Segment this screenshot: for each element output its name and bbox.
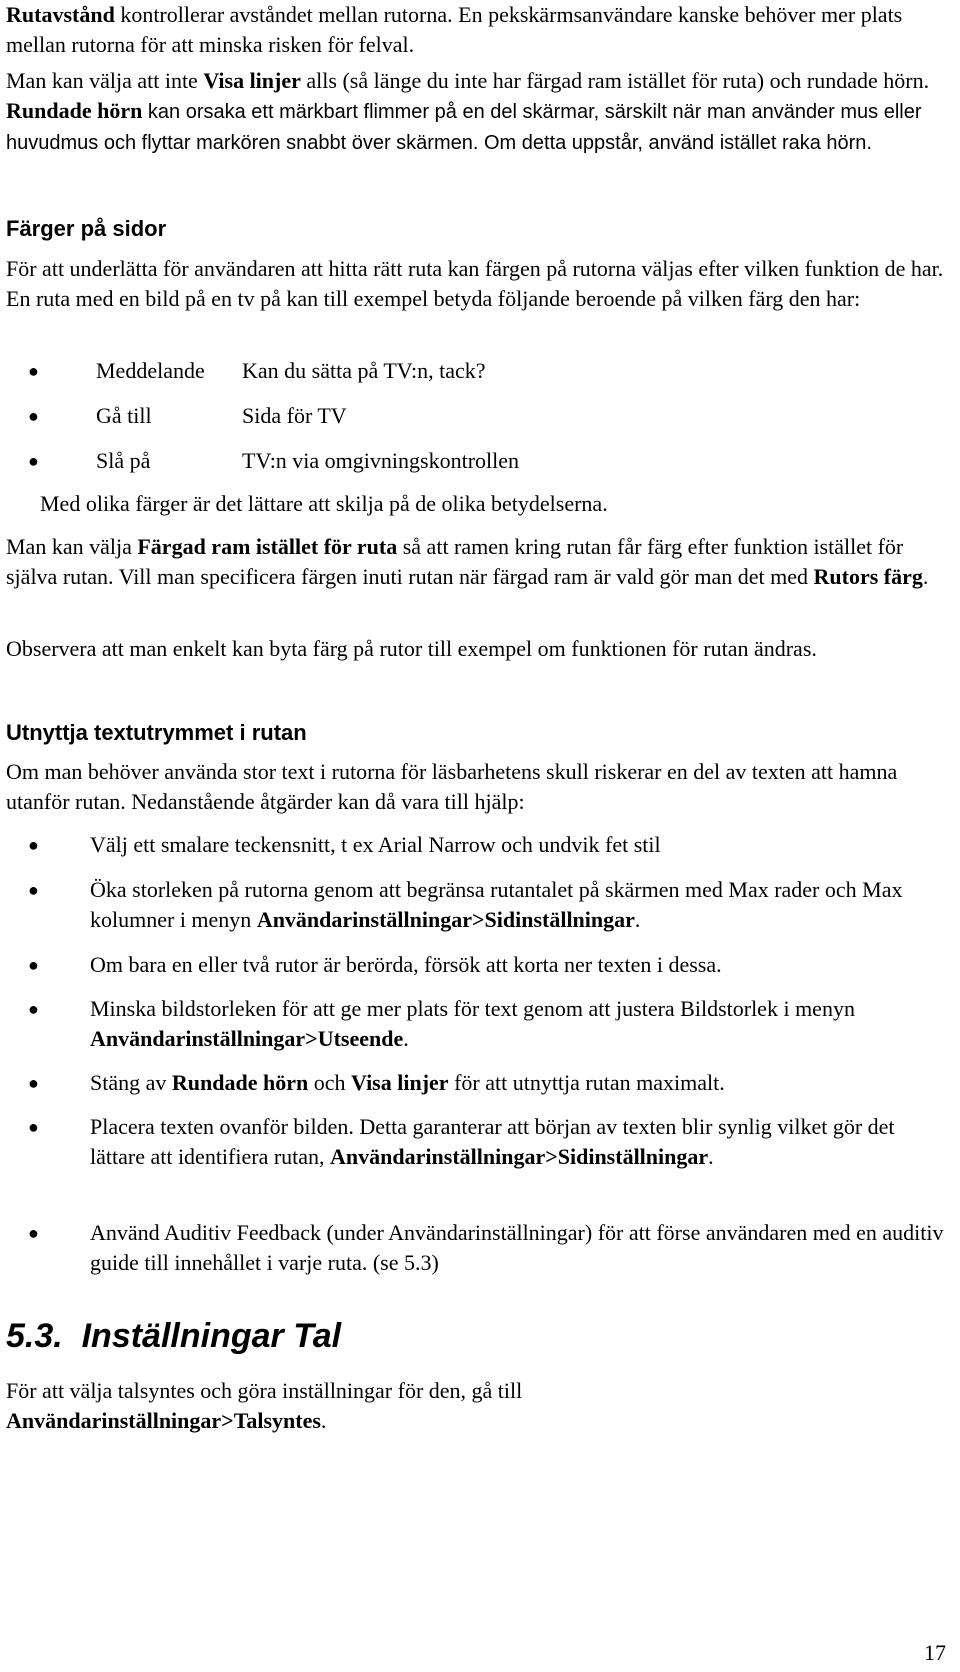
bullet-icon: ● <box>28 361 39 381</box>
list-item-text <box>90 1068 946 1098</box>
bold-term: Rundade hörn <box>6 98 143 123</box>
list-item <box>6 994 946 1054</box>
bold-term: Färgad ram istället för ruta <box>137 534 398 559</box>
list-item-text: Om bara en eller två rutor är berörda, försök att korta ner texten i dessa. <box>90 952 722 977</box>
list-item-part: och <box>308 1070 351 1095</box>
bullet-icon: ● <box>28 1117 39 1137</box>
paragraph-text: alls (så länge du inte har färgad ram istället för ruta) och rundade hörn. <box>300 68 930 93</box>
list-item-part: Placera texten ovanför bilden. Detta garanterar att början av texten blir synlig vilket gör det lättare att identifiera rutan, <box>90 1114 895 1169</box>
list-item-text: Välj ett smalare teckensnitt, t ex Arial Narrow och undvik fet stil <box>90 832 661 857</box>
table-row <box>6 401 946 431</box>
list-item-part: . <box>403 1026 409 1051</box>
bold-term: Användarinställningar>Utseende <box>90 1026 404 1051</box>
bullet-icon: ● <box>28 406 39 426</box>
section-heading-utnyttja: Utnyttja textutrymmet i rutan <box>6 720 307 745</box>
list-item-text <box>90 994 946 1054</box>
list-item <box>6 950 946 980</box>
list-item-part: Stäng av <box>90 1070 172 1095</box>
paragraph-text: För att välja talsyntes och göra inställningar för den, gå till <box>6 1378 523 1403</box>
row-label: Slå på <box>96 448 151 473</box>
row-label: Gå till <box>96 403 152 428</box>
paragraph-utnyttja-intro: Om man behöver använda stor text i rutorna för läsbarhetens skull riskerar en del av texten att hamna utanför rutan. Nedanstående åtgärder kan då vara till hjälp: <box>6 759 898 814</box>
bullet-icon: ● <box>28 835 39 855</box>
paragraph-talsyntes <box>6 1376 946 1436</box>
bullet-icon: ● <box>28 955 39 975</box>
bullet-icon: ● <box>28 999 39 1019</box>
paragraph-text: Man kan välja <box>6 534 138 559</box>
bullet-icon: ● <box>28 451 39 471</box>
list-item-text <box>90 875 946 935</box>
bold-term: Visa linjer <box>351 1070 449 1095</box>
section-heading-installningar-tal: 5.3. Inställningar Tal <box>6 1317 342 1355</box>
list-item-part: för att utnyttja rutan maximalt. <box>448 1070 725 1095</box>
row-value: TV:n via omgivningskontrollen <box>242 448 520 473</box>
bold-term: Visa linjer <box>203 68 301 93</box>
bold-term: Användarinställningar>Talsyntes <box>6 1408 321 1433</box>
paragraph-farger-intro: För att underlätta för användaren att hitta rätt ruta kan färgen på rutorna väljas efter vilken funktion de har. En ruta med en bild på en tv på kan till exempel betyda följande beroende på vilken färg den har: <box>6 256 944 311</box>
row-value: Sida för TV <box>242 403 347 428</box>
bold-term: Användarinställningar>Sidinställningar <box>330 1144 709 1169</box>
list-item-part: Minska bildstorleken för att ge mer plats för text genom att justera Bildstorlek i menyn <box>90 996 855 1021</box>
row-label: Meddelande <box>96 358 205 383</box>
paragraph-text: kan orsaka ett märkbart flimmer på en del skärmar, särskilt när man använder mus eller huvudmus och flyttar markören snabbt över skärmen. Om detta uppstår, använd istället raka hörn. <box>6 101 922 154</box>
list-item <box>6 875 946 935</box>
paragraph-betydelser: Med olika färger är det lättare att skilja på de olika betydelserna. <box>40 491 608 516</box>
paragraph-text: Man kan välja att inte <box>6 68 204 93</box>
paragraph-text: . <box>922 564 929 589</box>
row-value: Kan du sätta på TV:n, tack? <box>242 358 486 383</box>
page-number: 17 <box>924 1640 946 1665</box>
list-item-part: . <box>708 1144 714 1169</box>
list-item-part: Öka storleken på rutorna genom att begränsa rutantalet på skärmen med Max rader och Max kolumner i menyn <box>90 877 903 932</box>
bold-term: Rundade hörn <box>171 1070 309 1095</box>
list-item <box>6 830 946 860</box>
paragraph-fargad-ram <box>6 532 946 592</box>
paragraph-text: så att ramen kring rutan får färg efter funktion istället för själva rutan. Vill man specificera färgen inuti rutan när färgad ram är vald gör man det med <box>6 534 904 589</box>
paragraph-text: . <box>320 1408 327 1433</box>
bullet-icon: ● <box>28 880 39 900</box>
paragraph-rutavstand <box>6 0 946 60</box>
paragraph-observera: Observera att man enkelt kan byta färg på rutor till exempel om funktionen för rutan ändras. <box>6 636 817 661</box>
bullet-icon: ● <box>28 1223 39 1243</box>
table-row <box>6 356 946 386</box>
table-row <box>6 446 946 476</box>
paragraph-text: kontrollerar avståndet mellan rutorna. En pekskärmsanvändare kanske behöver mer plats mellan rutorna för att minska risken för felval. <box>6 2 903 57</box>
list-item-part: . <box>634 907 641 932</box>
bold-term: Rutors färg <box>813 564 923 589</box>
list-item <box>6 1068 946 1098</box>
list-item-text <box>90 1112 946 1172</box>
bold-term: Användarinställningar>Sidinställningar <box>256 907 635 932</box>
list-item-text: Använd Auditiv Feedback (under Användarinställningar) för att förse användaren med en auditiv guide till innehållet i varje ruta. (se 5.3) <box>90 1220 944 1275</box>
list-item <box>6 1112 946 1172</box>
list-item <box>6 1218 946 1278</box>
bold-term: Rutavstånd <box>6 2 115 27</box>
paragraph-visa-linjer <box>6 66 946 158</box>
section-heading-farger: Färger på sidor <box>6 216 167 241</box>
bullet-icon: ● <box>28 1073 39 1093</box>
